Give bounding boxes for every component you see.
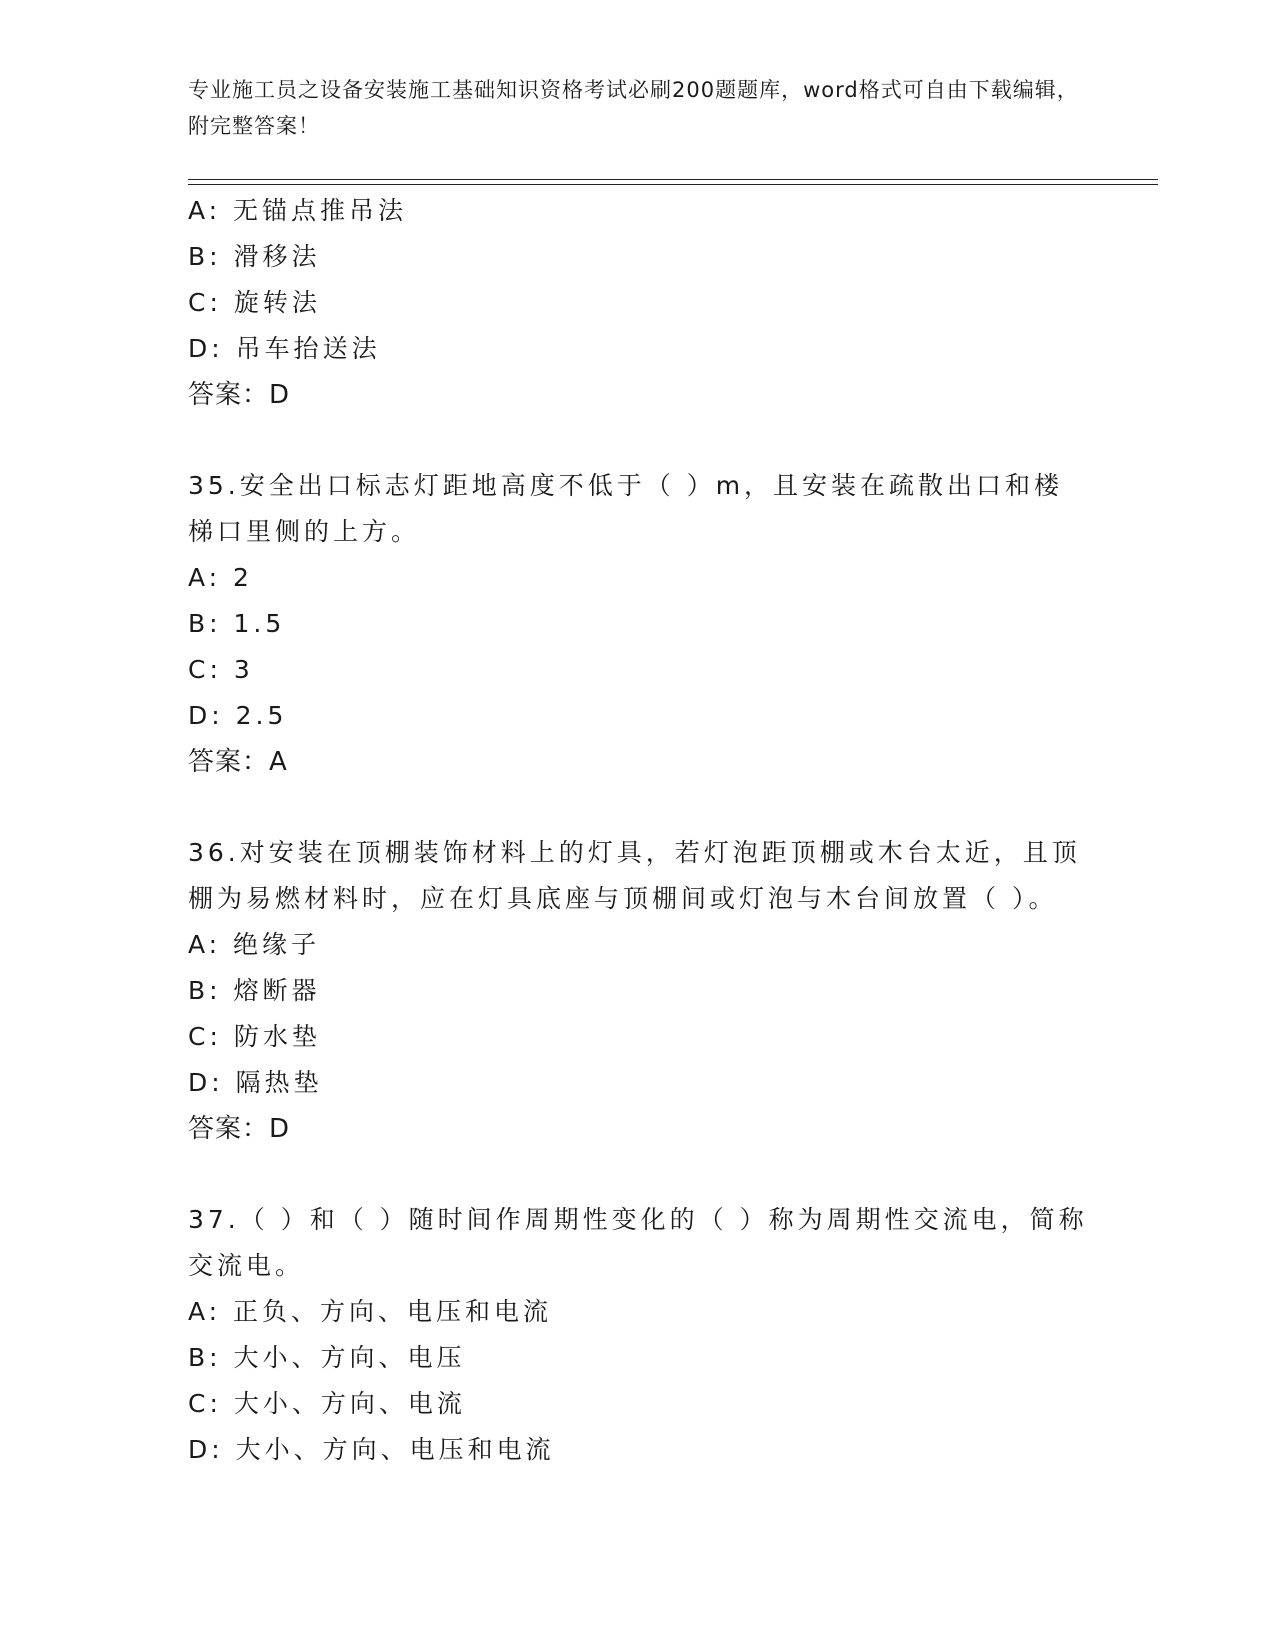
option-d: D: 2.5	[188, 701, 288, 730]
question-block-prev	[188, 188, 1088, 418]
header-divider-bottom	[188, 184, 1158, 185]
question-block-36	[188, 830, 1088, 1152]
header-divider-top	[188, 179, 1158, 180]
question-content	[188, 188, 1088, 1473]
option-b: B: 大小、方向、电压	[188, 1343, 466, 1372]
option-a: A: 2	[188, 563, 253, 592]
option-a: A: 正负、方向、电压和电流	[188, 1297, 553, 1326]
option-b: B: 熔断器	[188, 976, 321, 1005]
spacer	[188, 785, 1088, 830]
answer-label: 答案：D	[188, 380, 291, 410]
option-b: B: 1.5	[188, 609, 286, 638]
question-stem: 36.对安装在顶棚装饰材料上的灯具，若灯泡距顶棚或木台太近，且顶棚为易燃材料时，应在灯具底座与顶棚间或灯泡与木台间放置（ ）。	[188, 838, 1081, 913]
answer-label: 答案：D	[188, 1114, 291, 1144]
answer-label: 答案：A	[188, 747, 288, 777]
option-c: C: 防水垫	[188, 1022, 321, 1051]
option-c: C: 旋转法	[188, 288, 321, 317]
option-d: D: 大小、方向、电压和电流	[188, 1435, 555, 1464]
option-d: D: 隔热垫	[188, 1068, 323, 1097]
option-c: C: 大小、方向、电流	[188, 1389, 466, 1418]
option-b: B: 滑移法	[188, 242, 321, 271]
question-stem: 35.安全出口标志灯距地高度不低于（ ）m，且安装在疏散出口和楼梯口里侧的上方。	[188, 471, 1064, 546]
spacer	[188, 418, 1088, 463]
option-c: C: 3	[188, 655, 254, 684]
page-header-title: 专业施工员之设备安装施工基础知识资格考试必刷200题题库，word格式可自由下载编辑，附完整答案！	[188, 78, 1079, 138]
question-stem: 37.（ ）和（ ）随时间作周期性变化的（ ）称为周期性交流电，简称交流电。	[188, 1205, 1088, 1280]
option-a: A: 无锚点推吊法	[188, 196, 408, 225]
option-d: D: 吊车抬送法	[188, 334, 381, 363]
spacer	[188, 1152, 1088, 1197]
question-block-35	[188, 463, 1088, 785]
question-block-37	[188, 1197, 1088, 1473]
option-a: A: 绝缘子	[188, 930, 321, 959]
